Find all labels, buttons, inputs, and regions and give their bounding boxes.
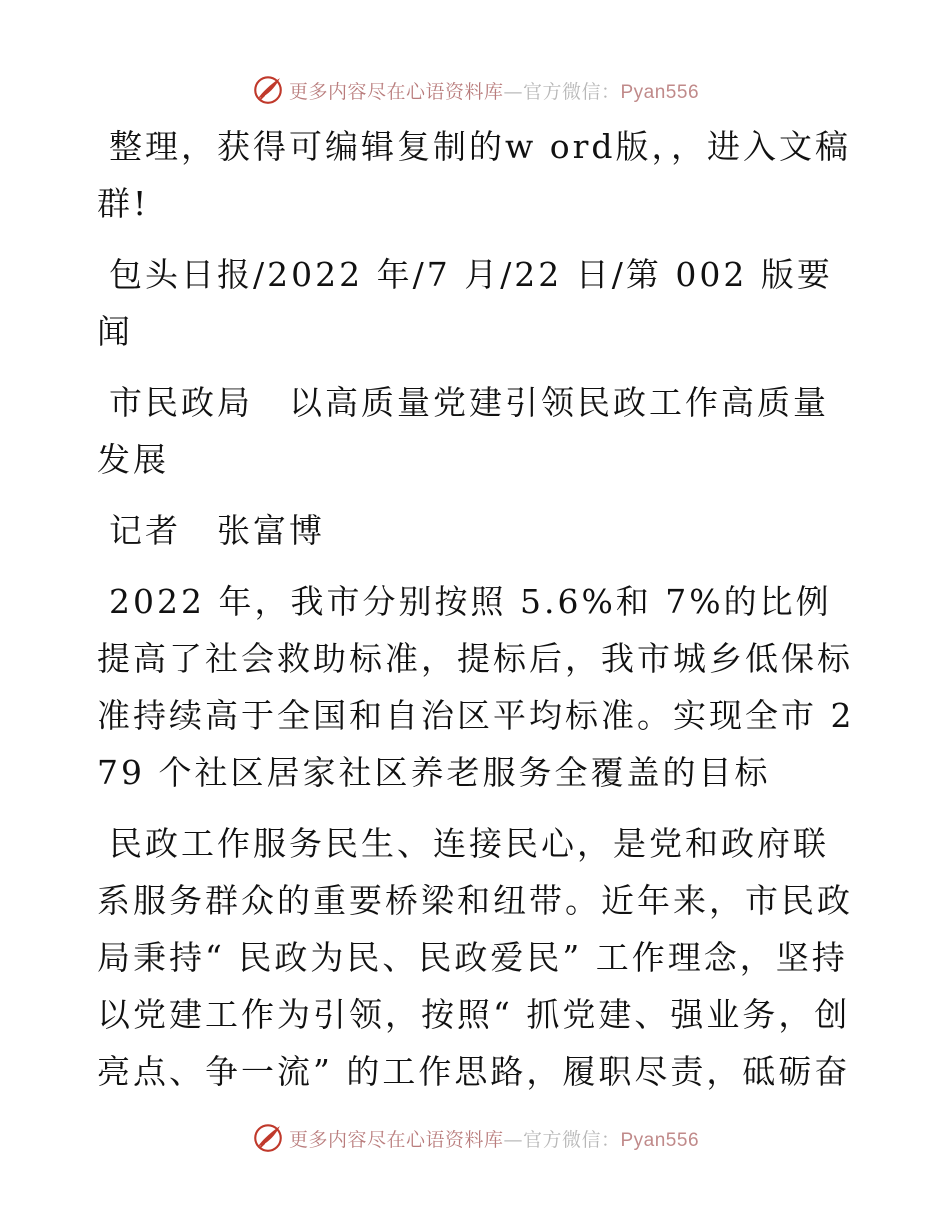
watermark-separator: — (503, 80, 523, 103)
intro-paragraph: 整理，获得可编辑复制的w ord版，，进入文稿群! (97, 127, 852, 223)
footer-watermark-banner (0, 1118, 950, 1158)
watermark-slogan: 更多内容尽在心语资料库 (288, 80, 504, 103)
quill-logo-icon (251, 1121, 285, 1155)
watermark-wechat-id: Pyan556 (620, 81, 700, 103)
quill-logo-icon (251, 73, 285, 107)
watermark-slogan: 更多内容尽在心语资料库 (288, 1128, 504, 1151)
watermark-wechat-label: 官方微信： (522, 80, 621, 103)
lead-paragraph: 2022 年，我市分别按照 5.6%和 7%的比例提高了社会救助标准，提标后，我市城乡低保标准持续高于全国和自治区平均标准。实现全市 279 个社区居家社区养老服务全覆盖的目标 (97, 582, 855, 792)
reporter-line: 记者 张富博 (109, 511, 325, 550)
watermark-separator: — (503, 1128, 523, 1151)
watermark-wechat-id: Pyan556 (620, 1129, 700, 1151)
body-paragraph: 民政工作服务民生、连接民心，是党和政府联系服务群众的重要桥梁和纽带。近年来，市民政局秉持“ 民政为民、民政爱民” 工作理念，坚持以党建工作为引领，按照“ 抓党建、强业务，创亮点、争一流” 的工作思路，履职尽责，砥砺奋 (97, 824, 853, 1091)
watermark-text (289, 77, 699, 104)
watermark-wechat-label: 官方微信： (522, 1128, 621, 1151)
header-watermark-banner (0, 70, 950, 110)
source-line: 包头日报/2022 年/7 月/22 日/第 002 版要闻 (97, 255, 833, 351)
watermark-text (289, 1125, 699, 1152)
article-title: 市民政局 以高质量党建引领民政工作高质量发展 (97, 383, 829, 479)
document-body (97, 118, 857, 1114)
